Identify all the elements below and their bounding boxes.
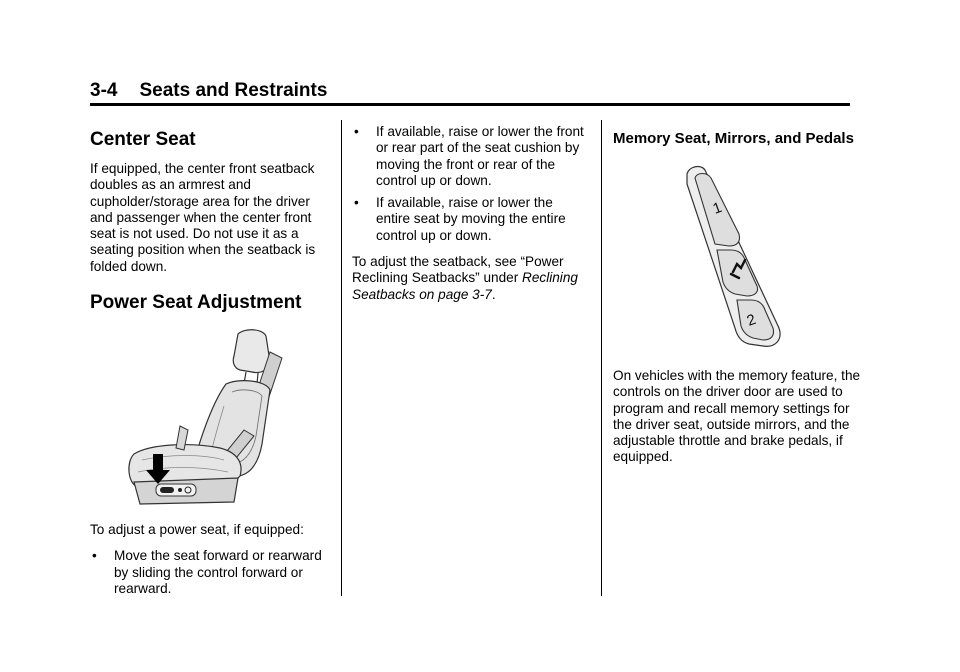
center-seat-text: If equipped, the center front seatback doubles as an armrest and cupholder/storage area for the driver and passenger when the center front seat is not used. Do not use it as a seating position when the seatback is folded down.: [90, 161, 316, 274]
header-rule: [90, 103, 850, 106]
bullet-list: [352, 124, 588, 244]
list-item: [352, 195, 588, 244]
bullet-text: If available, raise or lower the front or rear part of the seat cushion by moving the front or rear of the control up or down.: [376, 124, 584, 188]
memory-text: On vehicles with the memory feature, the controls on the driver door are used to program and recall memory settings for the driver seat, outside mirrors, and the adjustable throttle and brake pedals, if equipped.: [613, 368, 861, 465]
page-number: 3-4: [90, 80, 118, 101]
memory-button-2-label: 2: [744, 310, 759, 330]
column-3: [613, 120, 861, 476]
bullet-text: Move the seat forward or rearward by sliding the control forward or rearward.: [114, 548, 322, 596]
seatback-text: To adjust the seatback, see “Power Reclining Seatbacks” under: [352, 254, 564, 286]
list-item: [90, 548, 332, 597]
bullet-symbol: •: [354, 124, 359, 139]
memory-heading: Memory Seat, Mirrors, and Pedals: [613, 130, 854, 147]
bullet-symbol: •: [354, 195, 359, 211]
seatback-end: .: [491, 286, 496, 302]
column-divider: [341, 120, 342, 596]
list-item: [352, 124, 588, 189]
memory-buttons-illustration: [683, 164, 783, 350]
seatback-paragraph: [352, 254, 588, 303]
bullet-symbol: •: [92, 548, 97, 564]
seatback-reference-link[interactable]: Reclining Seatbacks on page 3-7: [352, 270, 578, 302]
power-seat-heading: Power Seat Adjustment: [90, 292, 302, 314]
column-1: [90, 120, 332, 607]
power-seat-illustration: [120, 326, 298, 508]
column-2: [352, 120, 588, 313]
power-seat-intro: To adjust a power seat, if equipped:: [90, 522, 304, 538]
bullet-list: [90, 548, 332, 597]
bullet-text: If available, raise or lower the entire seat by moving the entire control up or down.: [376, 195, 566, 243]
center-seat-heading: Center Seat: [90, 129, 196, 150]
memory-button-1-label: 1: [710, 198, 725, 218]
column-divider: [601, 120, 602, 596]
section-title: Seats and Restraints: [139, 80, 328, 101]
